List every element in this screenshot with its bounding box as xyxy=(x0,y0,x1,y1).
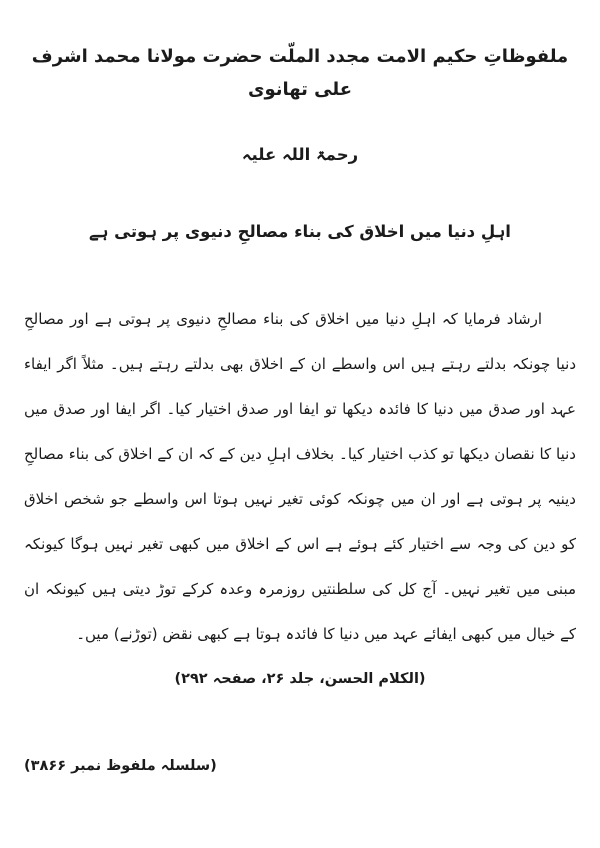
section-heading: اہلِ دنیا میں اخلاق کی بناء مصالحِ دنیوی پر ہوتی ہے xyxy=(89,221,511,241)
citation-reference: (الکلام الحسن، جلد ۲۶، صفحہ ۲۹۲) xyxy=(174,670,426,687)
serial-number: (سلسلہ ملفوظ نمبر ۳۸۶۶) xyxy=(24,758,217,774)
document-title: ملفوظاتِ حکیم الامت مجدد الملّت حضرت مولانا محمد اشرف علی تھانوی xyxy=(31,46,569,101)
body-paragraph: ارشاد فرمایا کہ اہلِ دنیا میں اخلاق کی بناء مصالحِ دنیوی پر ہوتی ہے اور مصالحِ دنیا چونکہ بدلتے رہتے ہیں اس واسطے ان کے اخلاق بھی بدلتے رہتے ہیں۔ مثلاً اگر ایفاء عہد اور صدق میں دنیا کا فائدہ دیکھا تو ایفا اور صدق اختیار کیا۔ اگر ایفا اور صدق میں دنیا کا نقصان دیکھا تو کذب اختیار کیا۔ بخلاف اہلِ دین کے کہ ان کے اخلاق کی بناء مصالحِ دینیہ پر ہوتی ہے اور ان میں چونکہ کوئی تغیر نہیں ہوتا اس واسطے جو شخص اخلاق کو دین کی وجہ سے اختیار کئے ہوئے ہے اس کے اخلاق میں کبھی تغیر نہیں ہوگا کیونکہ مبنی میں تغیر نہیں۔ آج کل کی سلطنتیں روزمرہ وعدہ کرکے توڑ دیتی ہیں کیونکہ ان کے خیال میں کبھی ایفائے عہد میں دنیا کا فائدہ ہوتا ہے کبھی نقض (توڑنے) میں۔ xyxy=(24,309,576,643)
honorific-line: رحمۃ اللہ علیہ xyxy=(241,144,359,164)
